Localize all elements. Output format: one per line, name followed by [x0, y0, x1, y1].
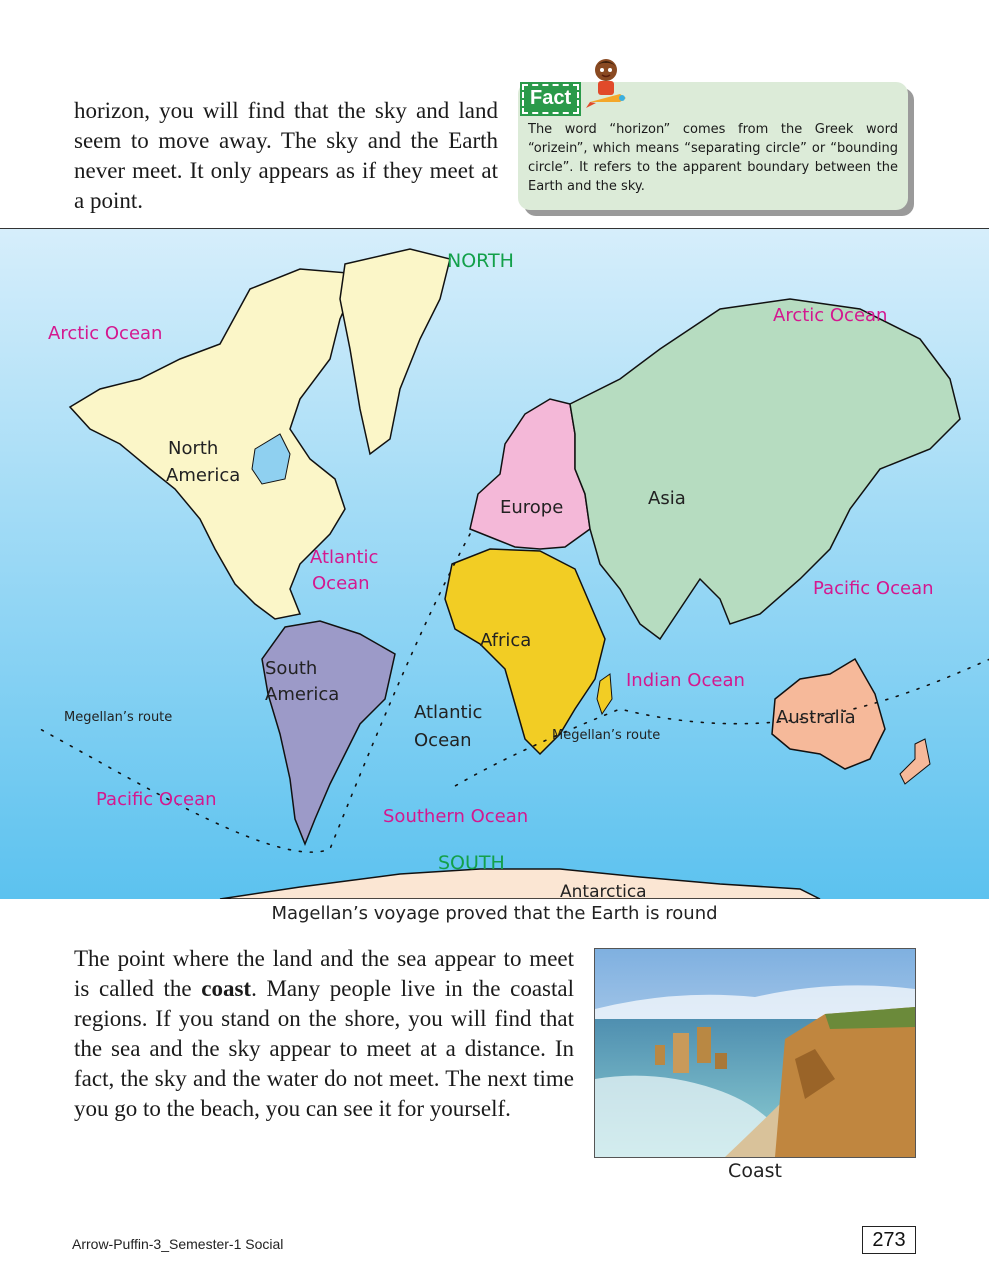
map-label-south: SOUTH	[438, 852, 505, 874]
map-label-pacific-right: Pacific Ocean	[813, 578, 934, 599]
map-label-indian: Indian Ocean	[626, 670, 745, 691]
coast-text-end: . Many people live in the coastal regions. If you stand on the shore, you will find that the sea and the sky appear to meet at a distance. In fact, the sky and the water do not meet. The next time you go to the beach, you can see it for yourself.	[74, 976, 574, 1121]
map-label-arctic-right: Arctic Ocean	[773, 305, 888, 326]
map-caption: Magellan’s voyage proved that the Earth is round	[271, 903, 718, 924]
map-label-asia: Asia	[648, 488, 686, 509]
fact-text: The word “horizon” comes from the Greek word “orizein”, which means “separating circle” or “bounding circle”. It refers to the apparent boundary between the Earth and the sky.	[528, 122, 898, 194]
map-label-arctic-left: Arctic Ocean	[48, 323, 163, 344]
coast-term: coast	[201, 976, 252, 1001]
map-label-south-america-line2: America	[265, 684, 340, 705]
map-label-atlantic-upper-line1: Atlantic	[310, 547, 379, 568]
map-label-antarctica: Antarctica	[560, 882, 647, 899]
map-label-route-left: Megellan’s route	[64, 710, 173, 725]
map-label-atlantic-lower-line2: Ocean	[414, 730, 472, 751]
footer-book-title: Arrow-Puffin-3_Semester-1 Social	[72, 1236, 284, 1252]
fact-tag: Fact	[522, 84, 579, 114]
map-label-north-america-line1: North	[168, 438, 219, 459]
map-label-atlantic-lower-line1: Atlantic	[414, 702, 483, 723]
coast-photo-caption: Coast	[728, 1160, 782, 1182]
fact-box	[518, 82, 914, 216]
coast-text-start: The point where the land and the sea appear to meet is called the	[74, 946, 574, 1001]
fact-panel	[518, 82, 908, 210]
map-label-atlantic-upper-line2: Ocean	[312, 573, 370, 594]
mascot-boy-rocket-icon	[584, 56, 630, 116]
map-label-north-america-line2: America	[166, 465, 241, 486]
page-number: 273	[862, 1226, 916, 1254]
map-label-pacific-left: Pacific Ocean	[96, 789, 217, 810]
map-label-route-right: Megellan’s route	[552, 728, 661, 743]
map-label-southern: Southern Ocean	[383, 806, 529, 827]
map-label-south-america-line1: South	[265, 658, 318, 679]
intro-paragraph: horizon, you will find that the sky and land seem to move away. The sky and the Earth never meet. It only appears as if they meet at a point.	[74, 98, 498, 213]
world-map-svg	[0, 229, 989, 899]
map-label-north: NORTH	[447, 250, 514, 272]
world-map	[0, 228, 989, 899]
coast-photo	[594, 948, 916, 1158]
map-label-africa: Africa	[480, 630, 532, 651]
map-label-australia: Australia	[776, 707, 856, 728]
map-label-europe: Europe	[500, 497, 564, 518]
coast-photo-image	[595, 949, 915, 1157]
coast-paragraph	[74, 944, 574, 1124]
